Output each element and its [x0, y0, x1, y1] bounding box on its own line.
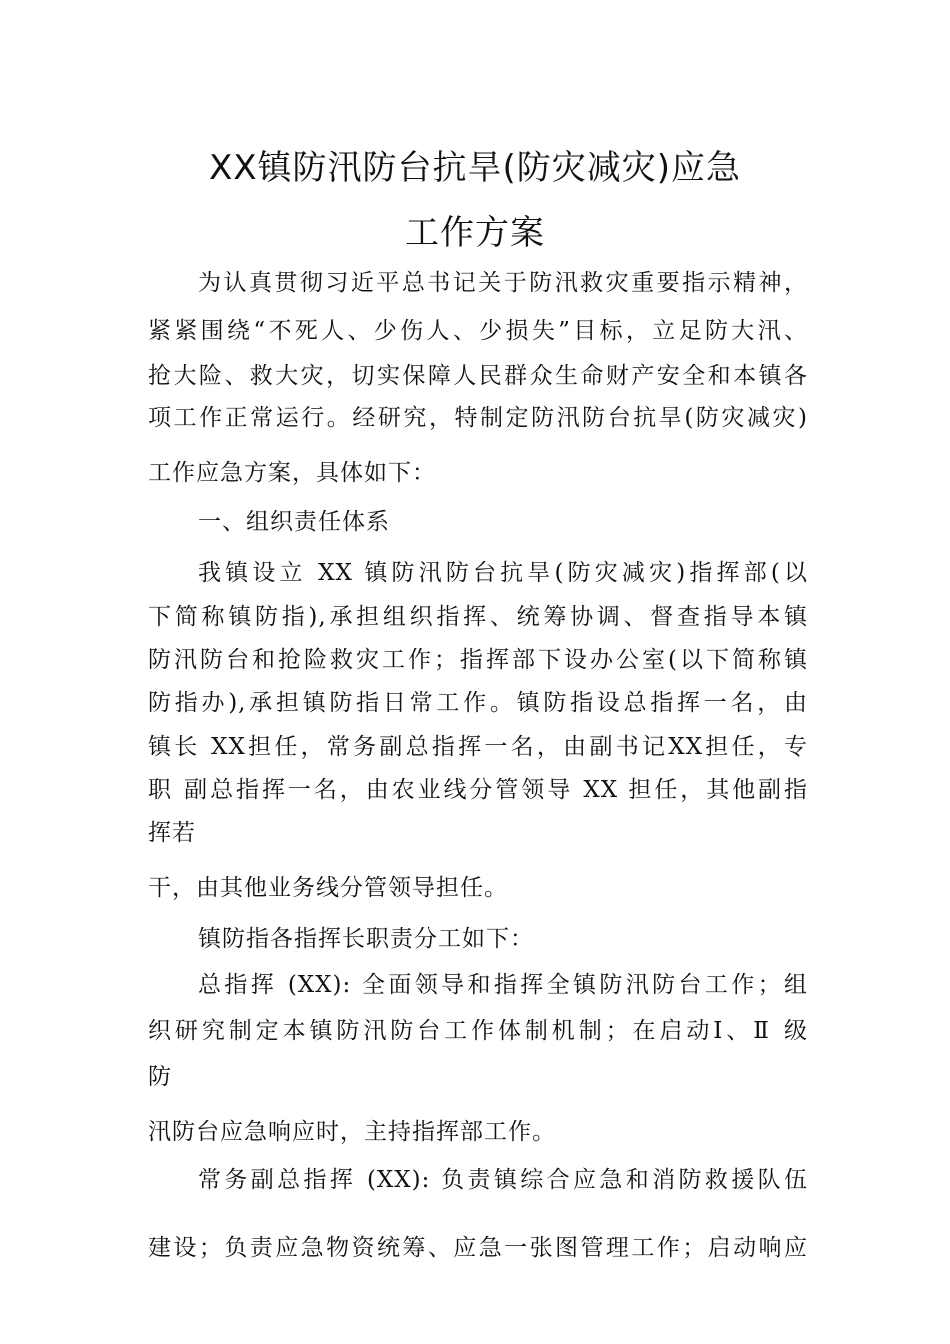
body-line: 紧紧围绕“不死人、少伤人、少损失”目标，立足防大汛、 [148, 318, 808, 344]
body-line: 挥若 [148, 820, 196, 846]
body-line: 织研究制定本镇防汛防台工作体制机制；在启动Ⅰ、Ⅱ 级 [148, 1018, 808, 1044]
body-line: 干，由其他业务线分管领导担任。 [148, 875, 508, 901]
body-line: 防 [148, 1064, 172, 1090]
body-line: 防汛防台和抢险救灾工作；指挥部下设办公室(以下简称镇 [148, 647, 808, 673]
body-line: 汛防台应急响应时，主持指挥部工作。 [148, 1119, 556, 1145]
section-heading: 一、组织责任体系 [198, 509, 390, 535]
body-line: 镇长 XX担任，常务副总指挥一名，由副书记XX担任，专 [148, 734, 808, 760]
body-line: 总指挥 (XX): 全面领导和指挥全镇防汛防台工作；组 [198, 972, 808, 998]
body-line: 为认真贯彻习近平总书记关于防汛救灾重要指示精神， [198, 270, 808, 296]
body-line: 抢大险、救大灾，切实保障人民群众生命财产安全和本镇各 [148, 363, 808, 389]
body-line: 镇防指各指挥长职责分工如下： [198, 926, 534, 952]
document-title-line2: 工作方案 [405, 213, 545, 253]
body-line: 建设；负责应急物资统筹、应急一张图管理工作；启动响应 [148, 1235, 808, 1261]
body-line: 常务副总指挥 (XX): 负责镇综合应急和消防救援队伍 [198, 1167, 808, 1193]
body-line: 下简称镇防指),承担组织指挥、统筹协调、督查指导本镇 [148, 604, 808, 630]
body-line: 项工作正常运行。经研究，特制定防汛防台抗旱(防灾减灾) [148, 405, 808, 431]
body-line: 职 副总指挥一名，由农业线分管领导 XX 担任，其他副指 [148, 777, 808, 803]
body-line: 防指办),承担镇防指日常工作。镇防指设总指挥一名，由 [148, 690, 808, 716]
body-line: 我镇设立 XX 镇防汛防台抗旱(防灾减灾)指挥部(以 [198, 560, 808, 586]
body-line: 工作应急方案，具体如下： [148, 460, 436, 486]
document-title-line1: XX镇防汛防台抗旱(防灾减灾)应急 [208, 148, 742, 188]
